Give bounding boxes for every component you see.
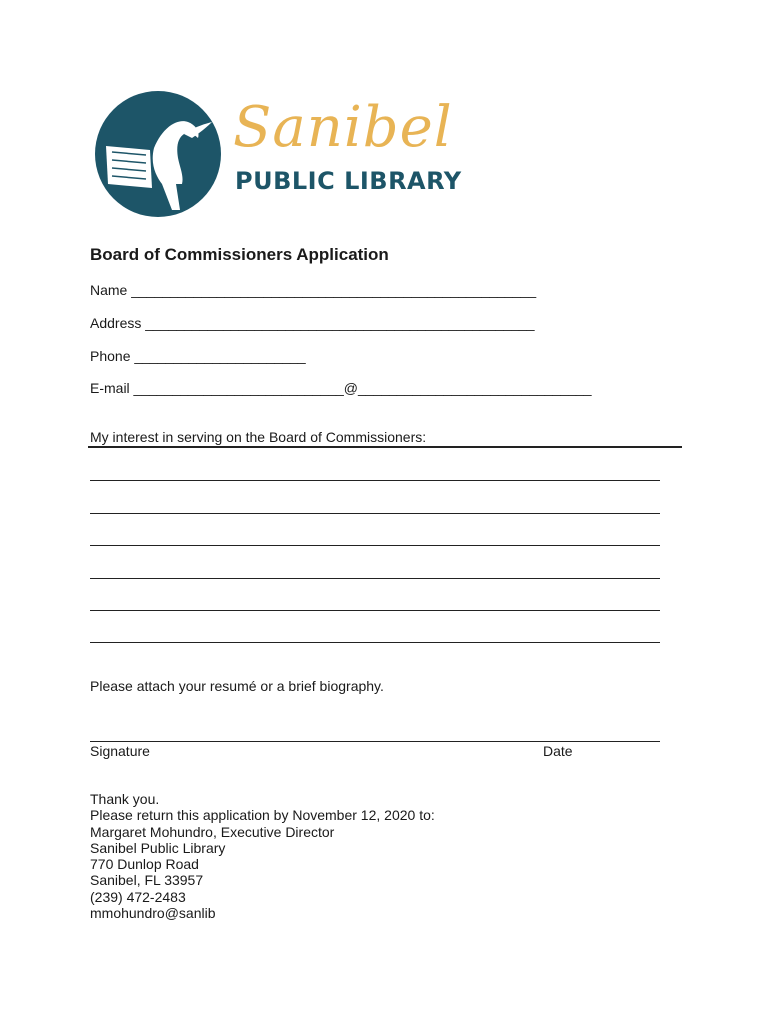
phone-field[interactable]: Phone ______________________ (90, 348, 306, 364)
contact-name: Margaret Mohundro, Executive Director (90, 823, 335, 840)
contact-email: mmohundro@sanlib (90, 905, 216, 922)
contact-phone: (239) 472-2483 (90, 888, 186, 905)
logo-script-text: Sanibel (233, 95, 453, 160)
signature-line[interactable] (90, 741, 660, 742)
form-title: Board of Commissioners Application (90, 245, 389, 264)
interest-label: My interest in serving on the Board of Commissioners: (90, 429, 427, 445)
signature-label: Signature (90, 743, 150, 759)
date-label: Date (543, 743, 573, 759)
section-divider (88, 446, 682, 448)
thank-you-text: Thank you. (90, 791, 160, 807)
interest-answer-line[interactable] (90, 642, 660, 643)
address-field[interactable]: Address __________________________________________________ (90, 315, 535, 331)
interest-answer-line[interactable] (90, 480, 660, 481)
interest-answer-line[interactable] (90, 610, 660, 611)
logo-subtitle: PUBLIC LIBRARY (235, 167, 462, 195)
interest-answer-line[interactable] (90, 513, 660, 514)
closing-block (90, 791, 435, 921)
name-field[interactable]: Name ____________________________________________________ (90, 282, 537, 298)
contact-street: 770 Dunlop Road (90, 856, 199, 873)
attach-note: Please attach your resumé or a brief biography. (90, 678, 384, 694)
contact-organization: Sanibel Public Library (90, 839, 226, 856)
return-instructions: Please return this application by November 12, 2020 to: (90, 807, 435, 824)
interest-answer-line[interactable] (90, 578, 660, 579)
email-field[interactable]: E-mail ___________________________@______________________________ (90, 380, 592, 396)
interest-answer-line[interactable] (90, 545, 660, 546)
contact-city: Sanibel, FL 33957 (90, 872, 204, 889)
